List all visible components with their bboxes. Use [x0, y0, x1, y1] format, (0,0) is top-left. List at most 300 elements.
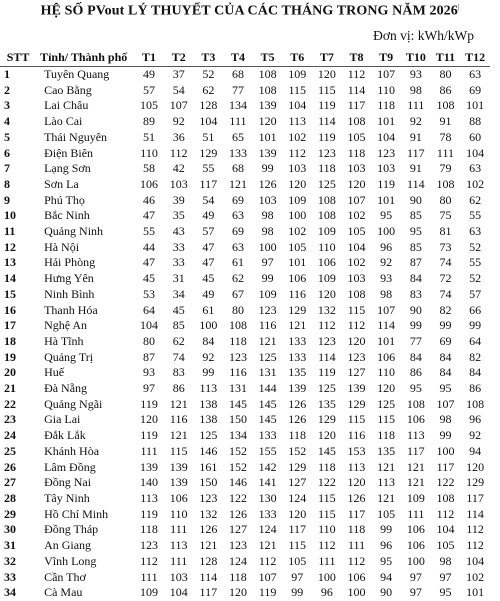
row-value: 129 — [288, 459, 307, 474]
row-value: 113 — [199, 381, 218, 396]
row-value: 113 — [407, 428, 425, 443]
row-value: 47 — [202, 239, 215, 254]
row-value: 113 — [377, 475, 395, 490]
row-value: 119 — [318, 129, 336, 144]
row-value: 129 — [466, 475, 485, 490]
row-value: 103 — [169, 176, 188, 191]
row-value: 115 — [318, 82, 336, 97]
table-row — [0, 161, 490, 177]
row-province: Hải Phòng — [44, 255, 96, 270]
row-value: 126 — [288, 412, 307, 427]
row-value: 102 — [347, 255, 366, 270]
row-value: 125 — [317, 381, 336, 396]
row-value: 74 — [172, 349, 185, 364]
row-stt: 16 — [4, 302, 16, 317]
row-province: Quảng Ngãi — [44, 396, 103, 411]
row-value: 43 — [172, 224, 185, 239]
row-value: 96 — [380, 538, 393, 553]
row-stt: 12 — [4, 239, 16, 254]
row-value: 55 — [202, 161, 215, 176]
row-value: 121 — [377, 490, 396, 505]
row-value: 97 — [439, 569, 452, 584]
table-row — [0, 255, 490, 271]
row-value: 57 — [143, 82, 156, 97]
row-value: 120 — [288, 176, 307, 191]
row-value: 118 — [318, 161, 336, 176]
table-row — [0, 444, 490, 460]
table-row — [0, 554, 490, 570]
row-value: 110 — [140, 145, 158, 160]
header-month: T1 — [142, 49, 157, 64]
row-province: Lào Cai — [44, 114, 83, 129]
table-row — [0, 412, 490, 428]
row-value: 80 — [143, 333, 156, 348]
row-value: 49 — [143, 67, 156, 81]
row-stt: 7 — [4, 161, 10, 176]
row-value: 104 — [347, 239, 366, 254]
row-value: 47 — [143, 255, 156, 270]
row-value: 61 — [202, 302, 215, 317]
row-value: 108 — [317, 208, 336, 223]
row-province: Bắc Ninh — [44, 208, 90, 223]
row-value: 97 — [261, 255, 274, 270]
row-value: 80 — [231, 302, 244, 317]
row-value: 139 — [258, 145, 277, 160]
row-value: 51 — [202, 129, 215, 144]
row-value: 118 — [318, 459, 336, 474]
row-value: 107 — [347, 192, 366, 207]
row-value: 123 — [140, 538, 159, 553]
row-value: 100 — [377, 224, 396, 239]
row-value: 134 — [228, 98, 247, 113]
row-value: 121 — [228, 176, 247, 191]
row-stt: 6 — [4, 145, 10, 160]
row-stt: 10 — [4, 208, 16, 223]
row-value: 112 — [318, 318, 336, 333]
row-value: 129 — [199, 145, 218, 160]
row-value: 106 — [347, 569, 366, 584]
row-value: 120 — [377, 381, 396, 396]
row-value: 120 — [347, 333, 366, 348]
row-value: 123 — [377, 145, 396, 160]
row-stt: 32 — [4, 553, 16, 568]
row-value: 110 — [318, 522, 336, 537]
row-province: Đồng Nai — [44, 475, 92, 490]
row-value: 63 — [469, 224, 482, 239]
row-value: 49 — [202, 286, 215, 301]
row-value: 117 — [436, 459, 455, 474]
row-value: 120 — [317, 428, 336, 443]
row-value: 85 — [172, 318, 185, 333]
row-value: 104 — [436, 522, 455, 537]
row-value: 39 — [172, 192, 185, 207]
row-value: 133 — [288, 349, 307, 364]
row-value: 68 — [231, 67, 244, 81]
row-value: 139 — [169, 459, 188, 474]
table-row — [0, 460, 490, 476]
row-value: 108 — [228, 318, 247, 333]
row-value: 115 — [347, 302, 366, 317]
row-value: 74 — [439, 255, 452, 270]
row-value: 152 — [288, 443, 307, 458]
row-value: 135 — [288, 365, 307, 380]
row-value: 105 — [436, 538, 455, 553]
row-value: 105 — [288, 239, 307, 254]
row-value: 104 — [377, 129, 396, 144]
row-value: 129 — [317, 412, 336, 427]
row-value: 111 — [229, 114, 247, 129]
row-stt: 2 — [4, 82, 10, 97]
row-value: 97 — [409, 569, 422, 584]
row-value: 109 — [288, 192, 307, 207]
row-value: 58 — [143, 161, 156, 176]
row-value: 106 — [140, 176, 159, 191]
row-province: Phú Thọ — [44, 192, 85, 207]
row-value: 106 — [169, 490, 188, 505]
row-value: 87 — [143, 349, 156, 364]
row-stt: 14 — [4, 271, 16, 286]
row-value: 62 — [172, 333, 185, 348]
row-value: 121 — [406, 475, 425, 490]
row-value: 103 — [377, 161, 396, 176]
row-value: 102 — [347, 208, 366, 223]
row-stt: 23 — [4, 412, 16, 427]
row-value: 106 — [406, 538, 425, 553]
row-value: 86 — [469, 381, 482, 396]
row-value: 98 — [409, 82, 422, 97]
row-value: 96 — [469, 412, 482, 427]
row-value: 33 — [172, 239, 185, 254]
row-value: 118 — [377, 98, 395, 113]
row-value: 91 — [409, 129, 422, 144]
row-value: 94 — [469, 443, 482, 458]
row-value: 42 — [172, 161, 185, 176]
row-value: 75 — [439, 208, 452, 223]
row-value: 121 — [406, 459, 425, 474]
row-value: 98 — [261, 224, 274, 239]
row-value: 108 — [436, 98, 455, 113]
row-value: 97 — [143, 381, 156, 396]
row-value: 122 — [228, 490, 247, 505]
row-value: 120 — [140, 412, 159, 427]
row-value: 115 — [377, 412, 395, 427]
row-value: 105 — [377, 506, 396, 521]
row-value: 94 — [380, 569, 393, 584]
row-value: 62 — [231, 271, 244, 286]
row-value: 131 — [258, 365, 277, 380]
row-value: 61 — [231, 255, 244, 270]
row-value: 119 — [140, 396, 158, 411]
table-row — [0, 83, 490, 99]
header-month: T8 — [349, 49, 364, 64]
row-stt: 33 — [4, 569, 16, 584]
row-value: 101 — [288, 255, 307, 270]
row-value: 45 — [143, 271, 156, 286]
row-value: 108 — [466, 396, 485, 411]
row-value: 77 — [231, 82, 244, 97]
row-value: 120 — [466, 459, 485, 474]
row-value: 107 — [169, 98, 188, 113]
row-value: 63 — [469, 67, 482, 81]
row-value: 68 — [231, 161, 244, 176]
row-stt: 34 — [4, 585, 16, 600]
row-value: 99 — [261, 271, 274, 286]
row-value: 118 — [347, 145, 366, 160]
row-value: 117 — [407, 443, 425, 458]
row-value: 108 — [258, 67, 277, 81]
row-value: 116 — [288, 286, 307, 301]
row-value: 99 — [380, 522, 393, 537]
row-stt: 22 — [4, 396, 16, 411]
row-value: 132 — [199, 506, 218, 521]
row-province: Điện Biên — [44, 145, 94, 160]
row-province: Tuyên Quang — [44, 67, 110, 81]
row-value: 112 — [466, 522, 484, 537]
row-province: Thái Nguyên — [44, 129, 108, 144]
row-value: 111 — [170, 553, 188, 568]
row-value: 106 — [288, 271, 307, 286]
row-value: 95 — [439, 585, 452, 600]
header-month: T5 — [260, 49, 275, 64]
row-value: 119 — [258, 585, 277, 600]
row-value: 130 — [258, 490, 277, 505]
row-value: 95 — [380, 208, 393, 223]
row-value: 131 — [228, 381, 247, 396]
row-value: 114 — [199, 569, 218, 584]
row-value: 117 — [199, 176, 218, 191]
row-value: 117 — [407, 145, 425, 160]
row-value: 121 — [258, 333, 277, 348]
header-month: T11 — [435, 49, 456, 64]
row-value: 111 — [140, 443, 158, 458]
row-value: 79 — [439, 161, 452, 176]
row-value: 110 — [377, 82, 395, 97]
row-value: 69 — [231, 192, 244, 207]
row-value: 63 — [231, 208, 244, 223]
row-value: 54 — [172, 82, 185, 97]
row-province: Nghệ An — [44, 318, 88, 333]
table-row — [0, 67, 490, 83]
row-value: 92 — [409, 114, 422, 129]
row-value: 92 — [469, 428, 482, 443]
row-value: 105 — [288, 553, 307, 568]
table-row — [0, 193, 490, 209]
row-value: 103 — [347, 161, 366, 176]
row-value: 125 — [377, 396, 396, 411]
row-value: 111 — [407, 98, 425, 113]
row-value: 123 — [258, 302, 277, 317]
row-value: 81 — [439, 224, 452, 239]
title-mark: | — [457, 3, 460, 11]
row-value: 65 — [231, 129, 244, 144]
pvout-table — [0, 48, 490, 601]
row-value: 80 — [439, 67, 452, 81]
table-row — [0, 303, 490, 319]
row-value: 113 — [288, 114, 307, 129]
row-value: 98 — [380, 286, 393, 301]
row-value: 109 — [317, 224, 336, 239]
row-value: 47 — [143, 208, 156, 223]
row-value: 98 — [439, 553, 452, 568]
row-value: 111 — [436, 145, 455, 160]
row-value: 116 — [258, 318, 277, 333]
row-value: 127 — [228, 522, 247, 537]
row-value: 152 — [228, 443, 247, 458]
row-value: 77 — [409, 333, 422, 348]
row-value: 100 — [258, 239, 277, 254]
row-value: 104 — [288, 98, 307, 113]
row-value: 133 — [288, 333, 307, 348]
row-stt: 21 — [4, 381, 16, 396]
table-row — [0, 491, 490, 507]
row-value: 45 — [202, 271, 215, 286]
row-value: 123 — [228, 349, 247, 364]
row-stt: 27 — [4, 475, 16, 490]
row-value: 106 — [317, 255, 336, 270]
row-value: 112 — [318, 538, 336, 553]
row-value: 120 — [258, 114, 277, 129]
table-row — [0, 381, 490, 397]
row-value: 140 — [140, 475, 159, 490]
row-value: 120 — [347, 475, 366, 490]
row-value: 133 — [228, 145, 247, 160]
row-value: 126 — [228, 506, 247, 521]
row-value: 84 — [409, 349, 422, 364]
row-value: 95 — [439, 381, 452, 396]
table-row — [0, 397, 490, 413]
row-value: 52 — [469, 239, 482, 254]
row-value: 114 — [407, 176, 425, 191]
row-province: Quảng Trị — [44, 349, 94, 364]
row-value: 93 — [143, 365, 156, 380]
header-month: T10 — [405, 49, 426, 64]
row-value: 96 — [380, 239, 393, 254]
row-stt: 28 — [4, 490, 16, 505]
row-value: 138 — [199, 412, 218, 427]
row-value: 112 — [347, 553, 366, 568]
row-value: 99 — [261, 161, 274, 176]
row-province: Huế — [44, 365, 65, 380]
row-value: 111 — [140, 569, 158, 584]
row-value: 123 — [199, 490, 218, 505]
row-value: 112 — [347, 318, 366, 333]
row-value: 98 — [261, 208, 274, 223]
row-value: 101 — [258, 129, 277, 144]
row-value: 116 — [347, 428, 366, 443]
header-month: T4 — [230, 49, 245, 64]
table-row — [0, 570, 490, 586]
row-value: 92 — [380, 255, 393, 270]
row-value: 84 — [439, 365, 452, 380]
row-value: 139 — [140, 459, 159, 474]
table-row — [0, 271, 490, 287]
header-month: T12 — [465, 49, 486, 64]
row-value: 91 — [439, 114, 452, 129]
row-value: 73 — [439, 239, 452, 254]
row-value: 133 — [258, 506, 277, 521]
row-value: 112 — [347, 67, 366, 81]
row-value: 118 — [288, 428, 307, 443]
row-value: 118 — [377, 428, 395, 443]
row-value: 109 — [288, 67, 307, 81]
row-value: 86 — [172, 381, 185, 396]
row-value: 108 — [406, 396, 425, 411]
row-value: 84 — [439, 349, 452, 364]
row-value: 69 — [439, 333, 452, 348]
row-value: 122 — [436, 475, 455, 490]
row-value: 103 — [258, 192, 277, 207]
row-value: 121 — [377, 459, 396, 474]
row-value: 120 — [317, 286, 336, 301]
row-value: 93 — [409, 67, 422, 81]
row-value: 84 — [469, 365, 482, 380]
row-value: 121 — [169, 396, 188, 411]
table-row — [0, 507, 490, 523]
row-value: 126 — [258, 176, 277, 191]
row-value: 82 — [439, 302, 452, 317]
row-value: 64 — [143, 302, 156, 317]
row-value: 101 — [466, 585, 485, 600]
row-value: 34 — [172, 286, 185, 301]
row-value: 145 — [317, 443, 336, 458]
table-row — [0, 334, 490, 350]
row-value: 104 — [466, 553, 485, 568]
row-value: 106 — [406, 412, 425, 427]
row-value: 120 — [288, 506, 307, 521]
row-value: 100 — [288, 208, 307, 223]
row-value: 95 — [409, 224, 422, 239]
row-value: 123 — [317, 145, 336, 160]
row-province: Lâm Đồng — [44, 459, 96, 474]
row-value: 109 — [406, 490, 425, 505]
row-value: 126 — [288, 396, 307, 411]
table-row — [0, 177, 490, 193]
row-value: 105 — [140, 98, 159, 113]
row-province: Lạng Sơn — [44, 161, 91, 176]
header-month: T6 — [290, 49, 305, 64]
row-stt: 3 — [4, 98, 10, 113]
row-value: 118 — [140, 522, 158, 537]
row-value: 109 — [317, 271, 336, 286]
row-value: 103 — [288, 161, 307, 176]
row-value: 122 — [317, 475, 336, 490]
row-value: 99 — [469, 318, 482, 333]
row-value: 123 — [228, 538, 247, 553]
row-value: 102 — [466, 569, 485, 584]
row-value: 139 — [258, 98, 277, 113]
table-row — [0, 146, 490, 162]
row-value: 115 — [169, 443, 188, 458]
row-value: 108 — [258, 82, 277, 97]
row-value: 89 — [143, 114, 156, 129]
row-value: 115 — [318, 490, 336, 505]
row-value: 57 — [469, 286, 482, 301]
row-stt: 4 — [4, 114, 10, 129]
row-value: 150 — [199, 475, 218, 490]
row-value: 67 — [231, 286, 244, 301]
row-value: 115 — [347, 412, 366, 427]
table-row — [0, 538, 490, 554]
table-row — [0, 350, 490, 366]
row-value: 124 — [228, 553, 247, 568]
row-province: Sơn La — [44, 176, 79, 191]
row-value: 82 — [469, 349, 482, 364]
row-value: 117 — [466, 490, 484, 505]
row-value: 55 — [469, 208, 482, 223]
row-value: 69 — [231, 224, 244, 239]
row-value: 118 — [347, 522, 366, 537]
row-value: 111 — [407, 506, 425, 521]
